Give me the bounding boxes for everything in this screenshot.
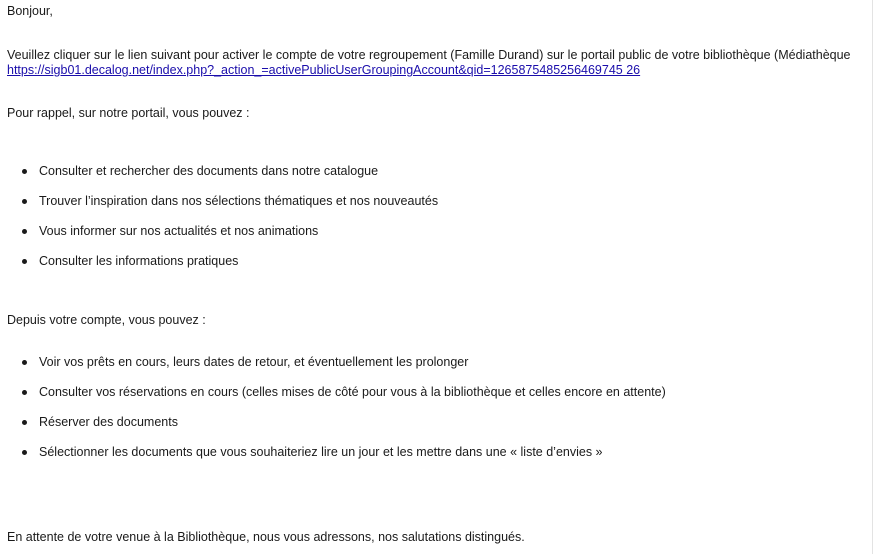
list-item: Trouver l’inspiration dans nos sélections thématiques et nos nouveautés [39,194,439,208]
activation-link[interactable]: https://sigb01.decalog.net/index.php?_action_=activePublicUserGroupingAccount&qid=1265875485256469745 26 [7,63,641,77]
list-item: Consulter vos réservations en cours (celles mises de côté pour vous à la bibliothèque et celles encore en attente) [39,385,666,399]
bullet-icon [22,360,27,365]
bullet-icon [22,420,27,425]
list-item: Réserver des documents [39,415,178,429]
list-item: Consulter les informations pratiques [39,254,239,268]
bullet-icon [22,169,27,174]
list-item: Sélectionner les documents que vous souhaiteriez lire un jour et les mettre dans une « liste d’envies » [39,445,603,459]
bullet-icon [22,199,27,204]
list-item: Consulter et rechercher des documents dans notre catalogue [39,164,379,178]
closing-text: En attente de votre venue à la Bibliothèque, nous vous adressons, nos salutations distingués. [7,530,525,544]
reminder-heading: Pour rappel, sur notre portail, vous pouvez : [7,106,250,120]
bullet-icon [22,390,27,395]
bullet-icon [22,229,27,234]
greeting: Bonjour, [7,4,53,18]
bullet-icon [22,450,27,455]
intro-text: Veuillez cliquer sur le lien suivant pour activer le compte de votre regroupement (Famille Durand) sur le portail public de votre bibliothèque (Médiathèque [7,48,851,62]
account-heading: Depuis votre compte, vous pouvez : [7,313,206,327]
list-item: Voir vos prêts en cours, leurs dates de retour, et éventuellement les prolonger [39,355,469,369]
list-item: Vous informer sur nos actualités et nos animations [39,224,319,238]
bullet-icon [22,259,27,264]
